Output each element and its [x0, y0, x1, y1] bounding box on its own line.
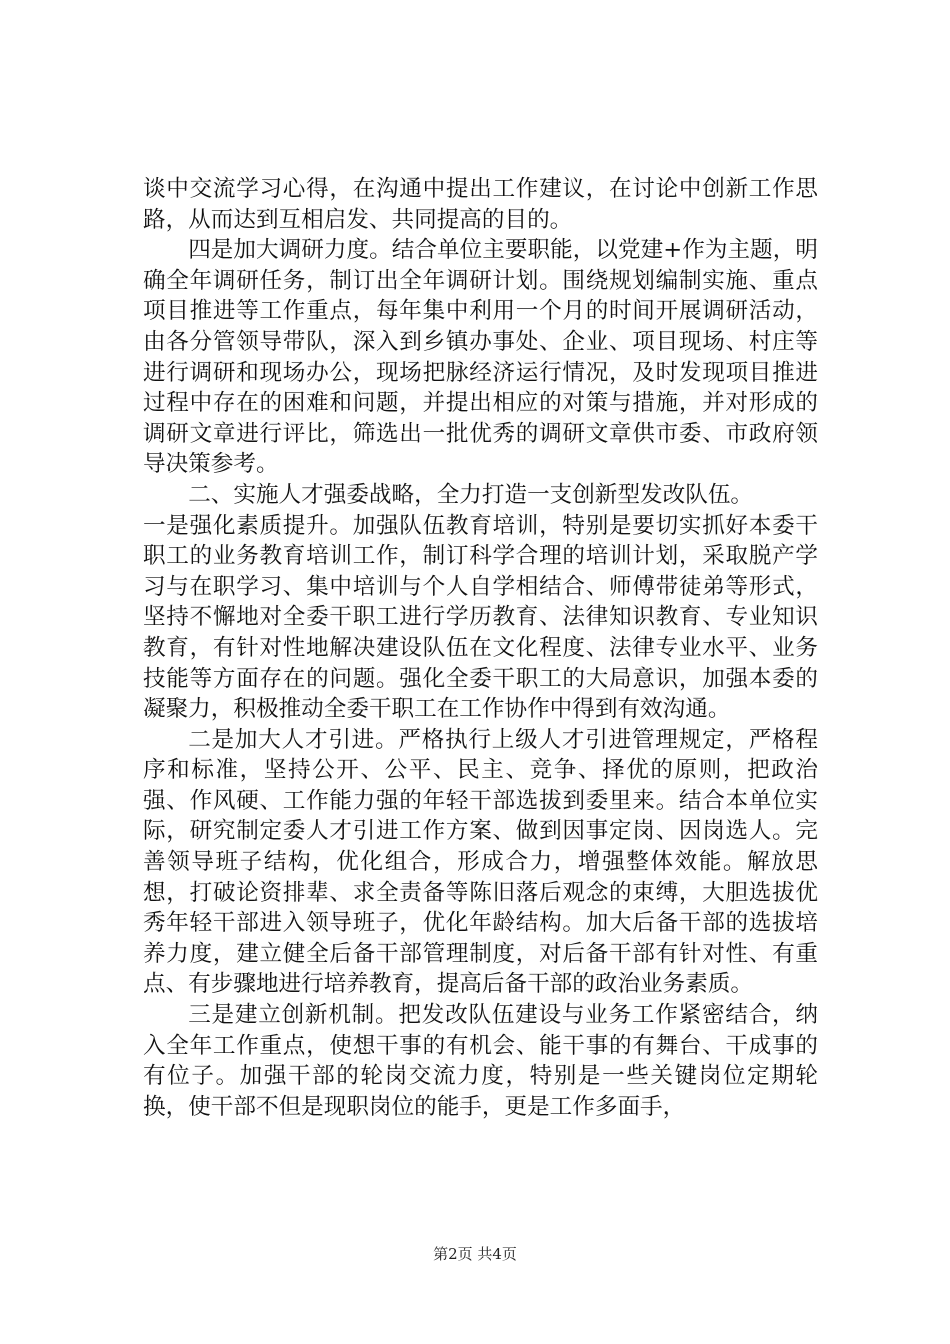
- page-footer: 第2页 共4页: [433, 1245, 517, 1263]
- section-heading: 二、实施人才强委战略，全力打造一支创新型发改队伍。: [188, 481, 754, 508]
- document-body: [143, 174, 818, 1122]
- paragraph-4: 二是加大人才引进。严格执行上级人才引进管理规定，严格程序和标准，坚持公开、公平、民主、竞争、择优的原则，把政治强、作风硬、工作能力强的年轻干部选拔到委里来。结合本单位实际，研究制定委人才引进工作方案、做到因事定岗、因岗选人。完善领导班子结构，优化组合，形成合力，增强整体效能。解放思想，打破论资排辈、求全责备等陈旧落后观念的束缚，大胆选拔优秀年轻干部进入领导班子，优化年龄结构。加大后备干部的选拔培养力度，建立健全后备干部管理制度，对后备干部有针对性、有重点、有步骤地进行培养教育，提高后备干部的政治业务素质。: [143, 726, 818, 998]
- paragraph-2: 四是加大调研力度。结合单位主要职能，以党建+作为主题，明确全年调研任务，制订出全年调研计划。围绕规划编制实施、重点项目推进等工作重点，每年集中利用一个月的时间开展调研活动，由各分管领导带队，深入到乡镇办事处、企业、项目现场、村庄等进行调研和现场办公，现场把脉经济运行情况，及时发现项目推进过程中存在的困难和问题，并提出相应的对策与措施，并对形成的调研文章进行评比，筛选出一批优秀的调研文章供市委、市政府领导决策参考。: [143, 237, 818, 478]
- paragraph-5: 三是建立创新机制。把发改队伍建设与业务工作紧密结合，纳入全年工作重点，使想干事的有机会、能干事的有舞台、干成事的有位子。加强干部的轮岗交流力度，特别是一些关键岗位定期轮换，使干部不但是现职岗位的能手，更是工作多面手，: [143, 1002, 818, 1120]
- paragraph-3: 一是强化素质提升。加强队伍教育培训，特别是要切实抓好本委干职工的业务教育培训工作，制订科学合理的培训计划，采取脱产学习与在职学习、集中培训与个人自学相结合、师傅带徒弟等形式，坚持不懈地对全委干职工进行学历教育、法律知识教育、专业知识教育，有针对性地解决建设队伍在文化程度、法律专业水平、业务技能等方面存在的问题。强化全委干职工的大局意识，加强本委的凝聚力，积极推动全委干职工在工作协作中得到有效沟通。: [143, 512, 818, 723]
- paragraph-1: 谈中交流学习心得，在沟通中提出工作建议，在讨论中创新工作思路，从而达到互相启发、共同提高的目的。: [143, 176, 818, 233]
